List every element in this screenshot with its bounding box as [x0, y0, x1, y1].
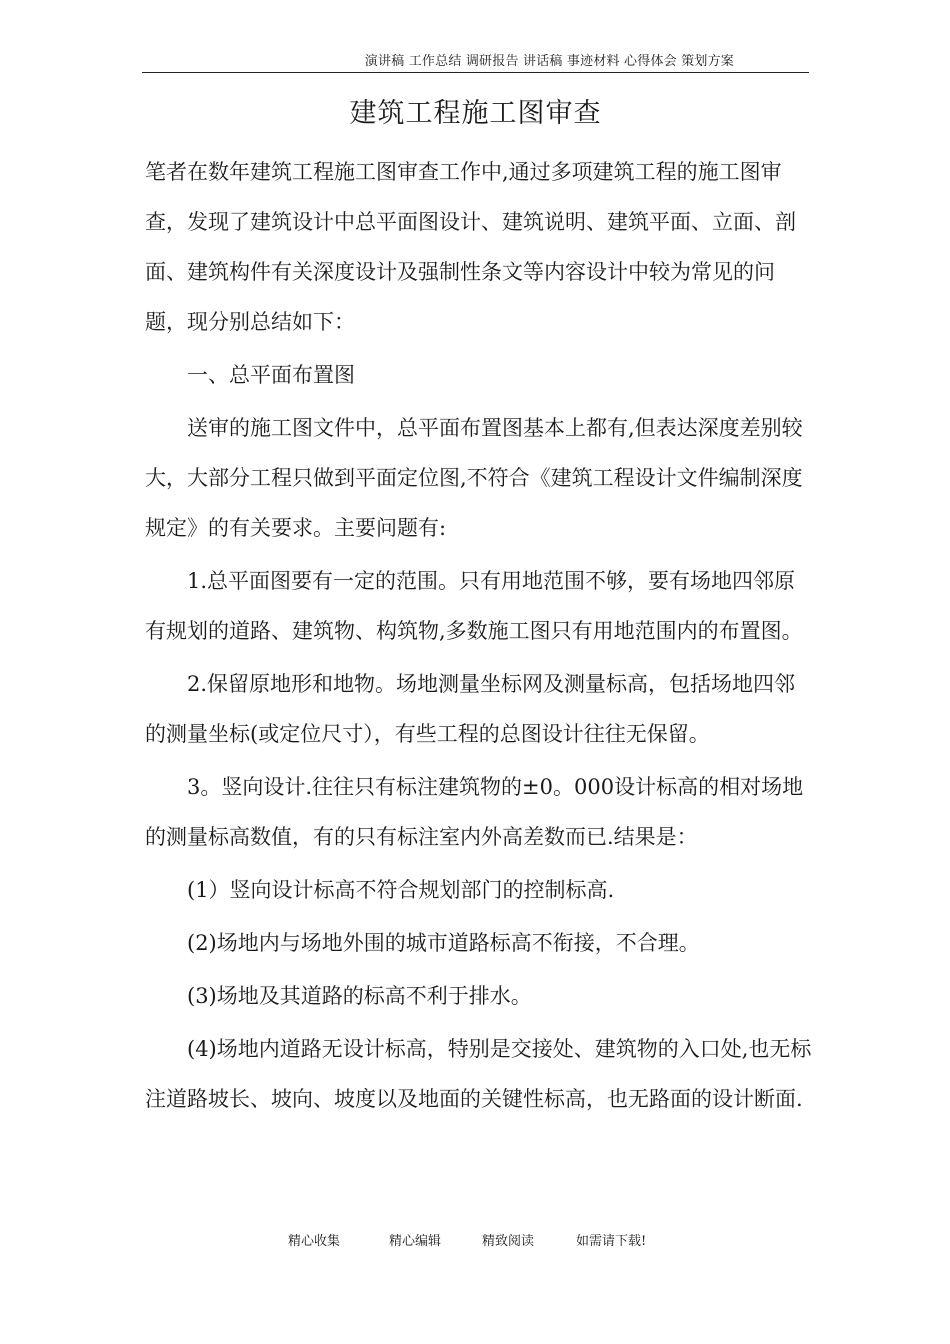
footer-item: 精心收集	[288, 1234, 341, 1249]
footer-item: 精心编辑	[389, 1234, 442, 1249]
document-body	[145, 147, 815, 1127]
list-item-1: 1.总平面图要有一定的范围。只有用地范围不够，要有场地四邻原有规划的道路、建筑物、构筑物,多数施工图只有用地范围内的布置图。	[145, 569, 803, 643]
page-header-text: 演讲稿 工作总结 调研报告 讲话稿 事迹材料 心得体会 策划方案	[364, 54, 734, 69]
intro-paragraph: 笔者在数年建筑工程施工图审查工作中,通过多项建筑工程的施工图审查，发现了建筑设计中总平面图设计、建筑说明、建筑平面、立面、剖面、建筑构件有关深度设计及强制性条文等内容设计中较为常见的问题，现分别总结如下：	[145, 160, 796, 334]
body-paragraph: 送审的施工图文件中，总平面布置图基本上都有,但表达深度差别较大，大部分工程只做到平面定位图,不符合《建筑工程设计文件编制深度规定》的有关要求。主要问题有:	[145, 416, 803, 540]
sub-item-1: (1）竖向设计标高不符合规划部门的控制标高.	[187, 878, 615, 902]
header-divider	[142, 72, 809, 73]
footer-item: 如需请下载!	[576, 1234, 647, 1249]
footer-item: 精致阅读	[482, 1234, 535, 1249]
section-heading: 一、总平面布置图	[187, 363, 355, 387]
sub-item-4: (4)场地内道路无设计标高，特别是交接处、建筑物的入口处,也无标注道路坡长、坡向、坡度以及地面的关键性标高，也无路面的设计断面.	[145, 1037, 812, 1111]
list-item-3: 3。竖向设计.往往只有标注建筑物的±0。000设计标高的相对场地的测量标高数值，有的只有标注室内外高差数而已.结果是：	[145, 775, 804, 849]
list-item-2: 2.保留原地形和地物。场地测量坐标网及测量标高，包括场地四邻的测量坐标(或定位尺寸），有些工程的总图设计往往无保留。	[145, 672, 796, 746]
document-title: 建筑工程施工图审查	[349, 98, 602, 129]
sub-item-3: (3)场地及其道路的标高不利于排水。	[187, 984, 532, 1008]
sub-item-2: (2)场地内与场地外围的城市道路标高不衔接，不合理。	[187, 931, 700, 955]
